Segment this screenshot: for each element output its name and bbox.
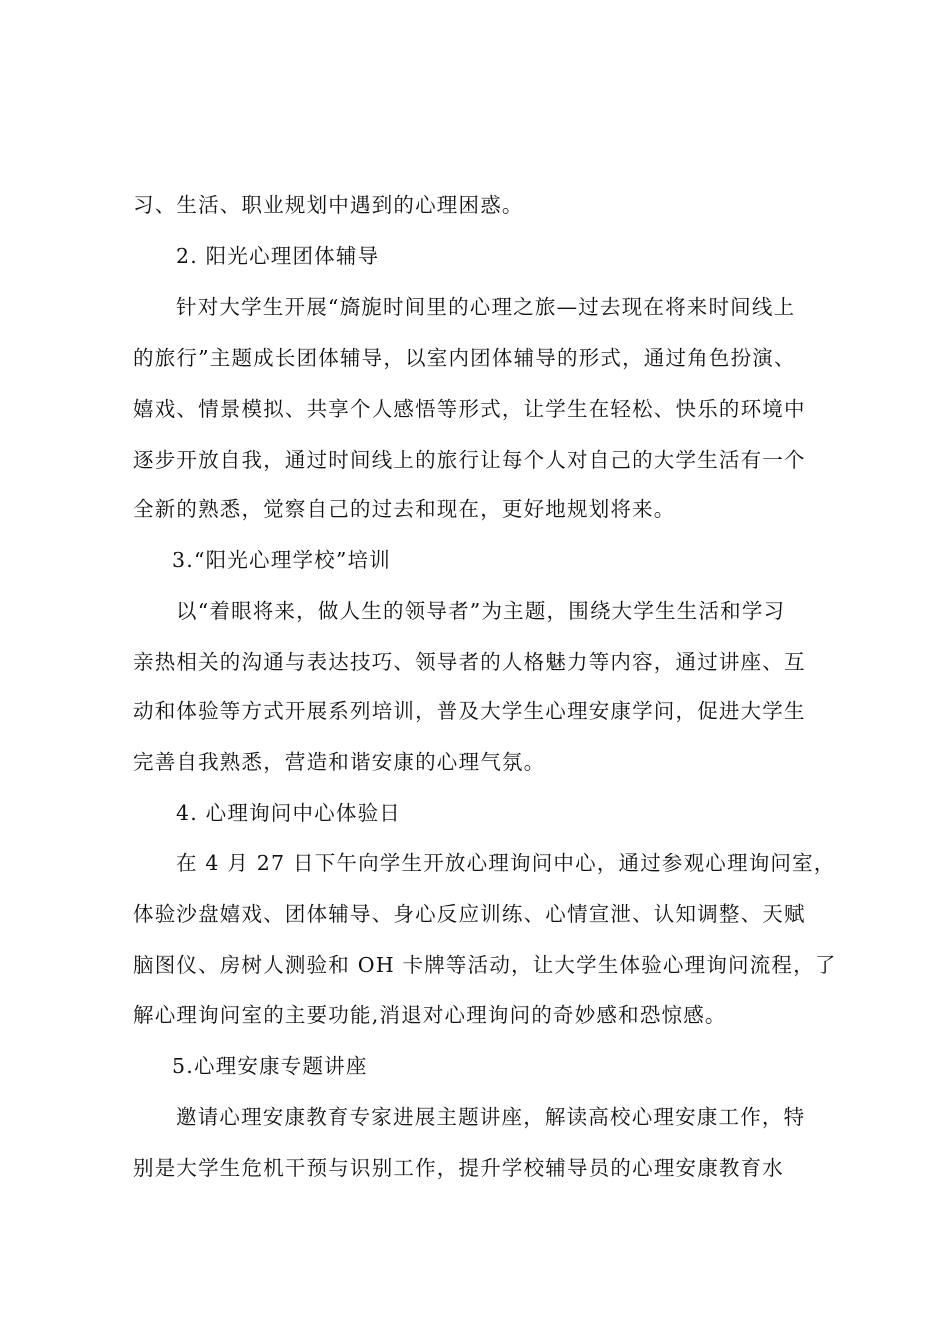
- paragraph-line: 的旅行”主题成长团体辅导，以室内团体辅导的形式，通过角色扮演、: [133, 346, 796, 370]
- paragraph-line: 别是大学生危机干预与识别工作，提升学校辅导员的心理安康教育水: [133, 1156, 784, 1180]
- section-heading-5: 5.心理安康专题讲座: [172, 1054, 368, 1078]
- paragraph-line: 完善自我熟悉，营造和谐安康的心理气氛。: [133, 750, 546, 774]
- paragraph-line: 解心理询问室的主要功能,消退对心理询问的奇妙感和恐惊感。: [133, 1003, 727, 1027]
- paragraph-line: 习、生活、职业规划中遇到的心理困惑。: [133, 193, 524, 217]
- section-heading-2: 2. 阳光心理团体辅导: [176, 244, 380, 268]
- section-heading-4: 4. 心理询问中心体验日: [176, 801, 401, 825]
- paragraph-line: 在 4 月 27 日下午向学生开放心理询问中心，通过参观心理询问室，: [176, 851, 836, 875]
- paragraph-line: 全新的熟悉，觉察自己的过去和现在，更好地规划将来。: [133, 497, 676, 521]
- paragraph-line: 脑图仪、房树人测验和 OH 卡牌等活动，让大学生体验心理询问流程，了: [133, 953, 837, 977]
- paragraph-line: 动和体验等方式开展系列培训，普及大学生心理安康学问，促进大学生: [133, 699, 806, 723]
- paragraph-line: 体验沙盘嬉戏、团体辅导、身心反应训练、心情宣泄、认知调整、天赋: [133, 902, 806, 926]
- paragraph-line: 邀请心理安康教育专家进展主题讲座，解读高校心理安康工作，特: [176, 1105, 806, 1129]
- paragraph-line: 亲热相关的沟通与表达技巧、领导者的人格魅力等内容，通过讲座、互: [133, 650, 806, 674]
- paragraph-line: 以“着眼将来，做人生的领导者”为主题，围绕大学生生活和学习: [176, 599, 786, 623]
- paragraph-line: 逐步开放自我，通过时间线上的旅行让每个人对自己的大学生活有一个: [133, 448, 806, 472]
- section-heading-3: 3.“阳光心理学校”培训: [172, 548, 391, 572]
- paragraph-line: 嬉戏、情景模拟、共享个人感悟等形式，让学生在轻松、快乐的环境中: [133, 397, 806, 421]
- paragraph-line: 针对大学生开展“旖旎时间里的心理之旅—过去现在将来时间线上: [176, 295, 796, 319]
